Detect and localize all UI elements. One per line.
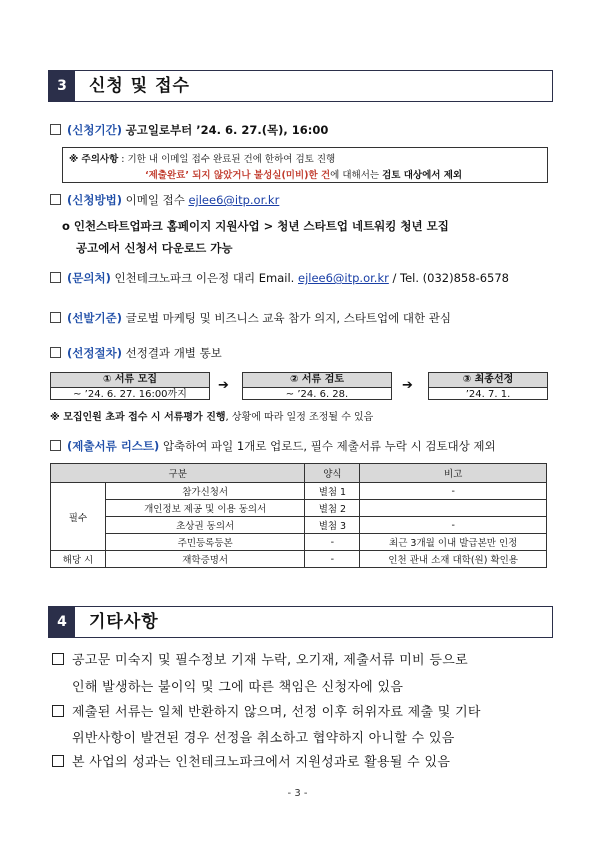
checkbox-icon [50,440,61,451]
notice-box: ※ 주의사항 : 기한 내 이메일 접수 완료된 건에 한하여 검토 진행 ‘제출완료’ 되지 않았거나 불성실(미비)한 건에 대해서는 검토 대상에서 제외 [62,147,548,183]
section-number: 4 [49,607,75,637]
checkbox-icon [50,124,61,135]
contact-line: (문의처) 인천테크노파크 이은정 대리 Email. ejlee6@itp.or.kr / Tel. (032)858-6578 [50,270,509,286]
docs-line: (제출서류 리스트) 압축하여 파일 1개로 업로드, 필수 제출서류 누락 시 검토대상 제외 [50,438,496,454]
step-2-box: ② 서류 검토 ~ ’24. 6. 28. [242,372,392,400]
contact-email-link[interactable]: ejlee6@itp.or.kr [298,271,389,285]
table-row: 필수 참가신청서 별첨 1 - [51,483,547,500]
step-1-box: ① 서류 모집 ~ ’24. 6. 27. 16:00까지 [50,372,210,400]
misc-item-2-line-1: 제출된 서류는 일체 반환하지 않으며, 선정 이후 허위자료 제출 및 기타 [52,704,481,722]
procedure-line: (선정절차) 선정결과 개별 통보 [50,345,222,361]
misc-item-3-line-1: 본 사업의 성과는 인천테크노파크에서 지원성과로 활용될 수 있음 [52,754,450,772]
checkbox-icon [50,272,61,283]
checkbox-icon [50,347,61,358]
page-number: - 3 - [287,788,308,799]
period-line: (신청기간) 공고일로부터 ’24. 6. 27.(목), 16:00 [50,122,328,138]
table-row: 초상권 동의서 별첨 3 - [51,517,547,534]
step-3-box: ③ 최종선정 ’24. 7. 1. [428,372,548,400]
table-header-row: 구분 양식 비고 [51,464,547,483]
checkbox-icon [52,653,64,665]
checkbox-icon [50,312,61,323]
table-row: 개인정보 제공 및 이용 동의서 별첨 2 [51,500,547,517]
method-line: (신청방법) 이메일 접수 ejlee6@itp.or.kr [50,192,279,208]
procedure-note: ※ 모집인원 초과 접수 시 서류평가 진행, 상황에 따라 일정 조정될 수 있음 [50,412,374,423]
section-number: 3 [49,71,75,101]
table-row: 주민등록등본 - 최근 3개월 이내 발급본만 인정 [51,534,547,551]
section-title: 기타사항 [89,612,159,632]
section-title: 신청 및 접수 [89,76,190,96]
checkbox-icon [52,755,64,767]
method-sub-line-2: 공고에서 신청서 다운로드 가능 [76,241,233,255]
section-3-header [48,70,553,102]
method-email-link[interactable]: ejlee6@itp.or.kr [188,193,280,207]
documents-table [50,463,547,568]
misc-item-1-line-2: 인해 발생하는 불이익 및 그에 따른 책임은 신청자에 있음 [72,680,404,695]
checkbox-icon [50,194,61,205]
arrow-right-icon: ➔ [402,378,413,393]
section-4-header [48,606,553,638]
misc-item-1-line-1: 공고문 미숙지 및 필수정보 기재 누락, 오기재, 제출서류 미비 등으로 [52,652,468,670]
misc-item-2-line-2: 위반사항이 발견된 경우 선정을 취소하고 협약하지 아니할 수 있음 [72,731,455,746]
method-sub-line-1: o 인천스타트업파크 홈페이지 지원사업 > 청년 스타트업 네트워킹 청년 모집 [62,219,449,233]
criteria-line: (선발기준) 글로벌 마케팅 및 비즈니스 교육 참가 의지, 스타트업에 대한 관심 [50,310,451,326]
table-row: 해당 시 재학증명서 - 인천 관내 소재 대학(원) 확인용 [51,551,547,568]
checkbox-icon [52,705,64,717]
arrow-right-icon: ➔ [218,378,229,393]
